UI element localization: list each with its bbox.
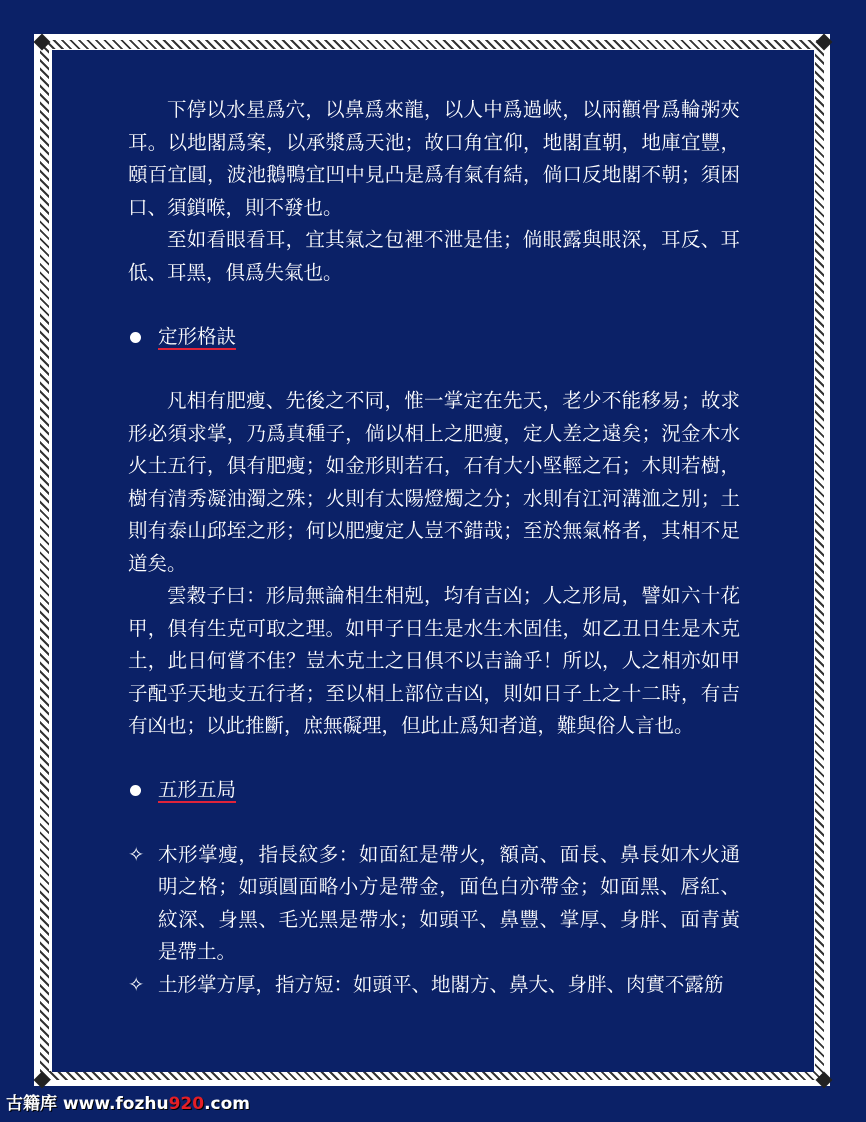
paragraph-1: 下停以水星爲穴，以鼻爲來龍，以人中爲過峽，以兩顴骨爲輪粥夾耳。以地閣爲案，以承漿爲天池；故口角宜仰，地閣直朝，地庫宜豐，頤百宜圓，波池鵝鴨宜凹中見凸是爲有氣有結，倘口反地閣不朝；須困口、須鎖喉，則不發也。 bbox=[128, 98, 740, 219]
watermark-url-prefix: www.fozhu bbox=[62, 1094, 169, 1114]
list-item bbox=[128, 839, 740, 969]
paragraph-4: 雲穀子曰：形局無論相生相剋，均有吉凶；人之形局，譬如六十花甲，俱有生克可取之理。如甲子日生是水生木固佳，如乙丑日生是木克土，此日何嘗不佳？豈木克土之日俱不以吉論乎！所以，人之相亦如甲子配乎天地支五行者；至以相上部位吉凶，則如日子上之十二時，有吉有凶也；以此推斷，庶無礙理，但此止爲知者道，難與俗人言也。 bbox=[128, 584, 740, 737]
site-watermark bbox=[6, 1089, 250, 1114]
bullet-icon bbox=[130, 332, 141, 343]
diamond-star-icon: ✧ bbox=[128, 972, 145, 996]
section-title-1: 定形格訣 bbox=[158, 324, 237, 348]
paragraph-3: 凡相有肥瘦、先後之不同，惟一掌定在先天，老少不能移易；故求形必須求掌，乃爲真種子，倘以相上之肥瘦，定人差之遠矣；況金木水火土五行，俱有肥瘦；如金形則若石，石有大小堅輕之石；木則若樹，樹有清秀凝油濁之殊；火則有太陽燈燭之分；水則有江河溝洫之別；土則有泰山邱垤之形；何以肥瘦定人豈不錯哉；至於無氣格者，其相不足道矣。 bbox=[128, 389, 740, 575]
spacer bbox=[128, 353, 740, 385]
spacer bbox=[128, 289, 740, 321]
watermark-url-suffix: .com bbox=[204, 1094, 251, 1114]
spacer bbox=[128, 743, 740, 775]
watermark-site-name: 古籍库 bbox=[6, 1094, 57, 1114]
list-item-text: 木形掌瘦，指長紋多：如面紅是帶火，額高、面長、鼻長如木火通明之格；如頭圓面略小方是帶金，面色白亦帶金；如面黑、唇紅、紋深、身黑、毛光黑是帶水；如頭平、鼻豐、掌厚、身胖、面青黃是帶土。 bbox=[158, 842, 740, 963]
section-heading-2 bbox=[128, 775, 740, 807]
list-item bbox=[128, 969, 740, 1002]
list-item-text: 土形掌方厚，指方短：如頭平、地閣方、鼻大、身胖、肉實不露筋 bbox=[158, 972, 724, 996]
paragraph-2: 至如看眼看耳，宜其氣之包裡不泄是佳；倘眼露與眼深，耳反、耳低、耳黑，俱爲失氣也。 bbox=[128, 228, 740, 284]
page-content bbox=[52, 50, 814, 1072]
watermark-url-number: 920 bbox=[168, 1094, 205, 1114]
section-title-2: 五形五局 bbox=[158, 778, 237, 802]
bullet-icon bbox=[130, 785, 141, 796]
section-heading-1 bbox=[128, 321, 740, 353]
diamond-star-icon: ✧ bbox=[128, 842, 145, 866]
spacer bbox=[128, 807, 740, 839]
